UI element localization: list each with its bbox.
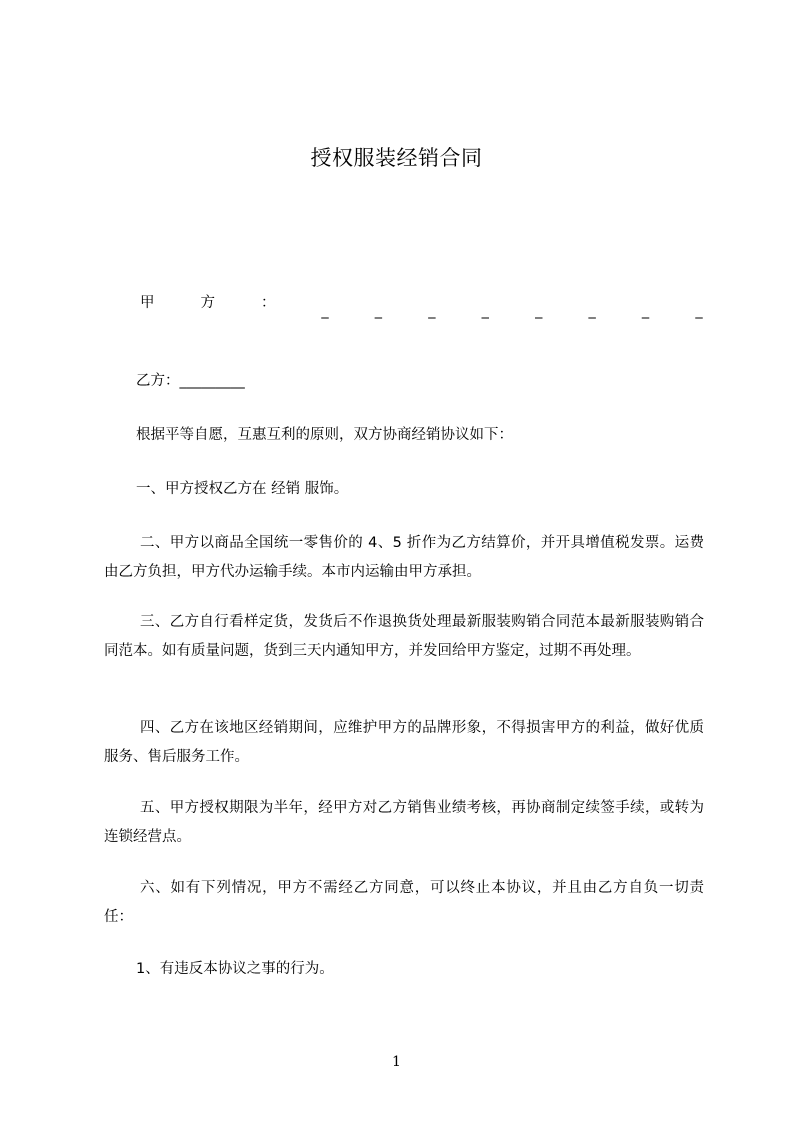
sub-clause-1: 1、有违反本协议之事的行为。: [136, 961, 334, 977]
party-a-blank-field: [320, 290, 704, 319]
blank-mark: _: [641, 303, 650, 319]
clause-2: 二、甲方以商品全国统一零售价的 4、5 折作为乙方结算价，并开具增值税发票。运费由乙方负担，甲方代办运输手续。本市内运输由甲方承担。: [104, 535, 704, 580]
clause-1: 一、甲方授权乙方在 经销 服饰。: [136, 481, 349, 497]
blank-mark: _: [695, 303, 703, 319]
party-a-char-3: ：: [261, 295, 276, 311]
party-b-blank: _________: [179, 373, 245, 389]
blank-mark: _: [428, 303, 436, 319]
blank-mark: _: [321, 303, 329, 319]
clause-4: 四、乙方在该地区经销期间，应维护甲方的品牌形象，不得损害甲方的利益，做好优质服务、售后服务工作。: [104, 720, 704, 765]
blank-mark: _: [374, 303, 383, 319]
blank-mark: _: [481, 303, 489, 319]
clause-5: 五、甲方授权期限为半年，经甲方对乙方销售业绩考核，再协商制定续签手续，或转为连锁经营点。: [104, 800, 704, 845]
party-b-label: 乙方：: [136, 373, 180, 389]
party-a-char-2: 方: [200, 295, 215, 311]
page-number: 1: [392, 1054, 401, 1070]
document-title: 授权服装经销合同: [310, 146, 483, 170]
clause-6: 六、如有下列情况，甲方不需经乙方同意，可以终止本协议，并且由乙方自负一切责任：: [104, 880, 704, 925]
party-a-label: [140, 289, 276, 318]
intro-paragraph: 根据平等自愿，互惠互利的原则，双方协商经销协议如下：: [136, 427, 513, 443]
party-b-line: [136, 367, 245, 396]
blank-mark: _: [588, 303, 596, 319]
blank-mark: _: [535, 303, 543, 319]
party-a-char-1: 甲: [140, 295, 155, 311]
clause-3: 三、乙方自行看样定货，发货后不作退换货处理最新服装购销合同范本最新服装购销合同范本。如有质量问题，货到三天内通知甲方，并发回给甲方鉴定，过期不再处理。: [104, 614, 704, 659]
